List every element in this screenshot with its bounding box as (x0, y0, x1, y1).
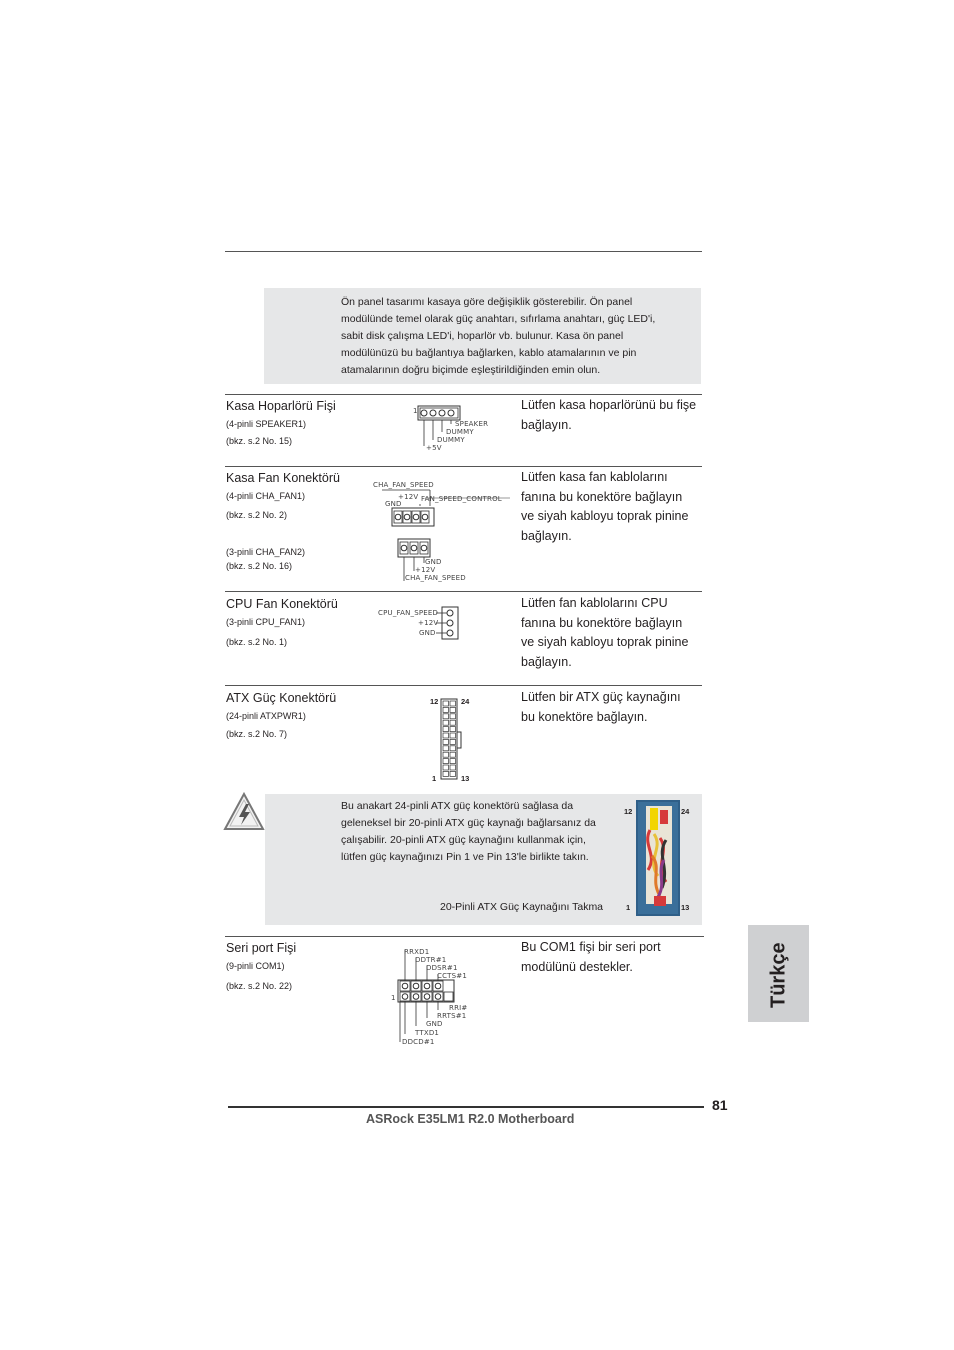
chafan-desc-line: bağlayın. (521, 528, 572, 543)
com-label: RRTS#1 (437, 1012, 467, 1020)
chafan1-label: +12V (398, 493, 419, 501)
atx-pin (450, 752, 456, 757)
cpufan-desc-line: bağlayın. (521, 654, 572, 669)
atx-sub2: (bkz. s.2 No. 7) (226, 729, 288, 739)
chafan-title: Kasa Fan Konektörü (226, 471, 340, 485)
warning-pin-12: 12 (624, 807, 633, 816)
warning-line: çalışabilir. 20-pinli ATX güç kaynağını kullanmak için, (341, 834, 586, 846)
chafan-sub4: (bkz. s.2 No. 16) (226, 561, 293, 571)
speaker-desc-line: Lütfen kasa hoparlörünü bu fişe (521, 398, 697, 412)
atx-pin (443, 733, 449, 738)
header-rule (225, 251, 702, 252)
page-number: 81 (712, 1097, 728, 1113)
cpufan-label: +12V (418, 619, 439, 627)
notice-line: modülünüzü bu bağlantıya bağlarken, kablo atamalarının ve pin (341, 347, 637, 359)
speaker-label: SPEAKER (455, 420, 489, 428)
warning-line: geleneksel bir 20-pinli ATX güç kaynağı bağlarsanız da (341, 817, 596, 829)
warning-icon (224, 792, 266, 832)
atx-pin (450, 707, 456, 712)
chafan-sub1: (4-pinli CHA_FAN1) (226, 491, 306, 501)
speaker-sub2: (bkz. s.2 No. 15) (226, 436, 293, 446)
com-sub1: (9-pinli COM1) (226, 961, 285, 971)
chafan2-label: +12V (415, 566, 436, 574)
atx-pin-13: 13 (461, 774, 470, 783)
com-desc-line: Bu COM1 fişi bir seri port (521, 940, 661, 954)
warning-line: lütfen güç kaynağınızı Pin 1 ve Pin 13'le birlikte takın. (341, 851, 589, 863)
warning-line: Bu anakart 24-pinli ATX güç konektörü sağlasa da (341, 800, 574, 812)
chafan1-label: GND (385, 500, 402, 508)
speaker-desc (521, 396, 696, 435)
atx-desc-line: Lütfen bir ATX güç kaynağını (521, 690, 681, 704)
atx-pin (443, 714, 449, 719)
warning-pin-24: 24 (681, 807, 690, 816)
atx-pin-24: 24 (461, 697, 470, 706)
warning-pin-1: 1 (626, 903, 631, 912)
atx-pin (443, 746, 449, 751)
atx-pin (450, 733, 456, 738)
atx-pin-1: 1 (432, 774, 437, 783)
speaker-desc-line: bağlayın. (521, 417, 572, 432)
com-label: RRXD1 (404, 948, 430, 956)
atx-latch (457, 732, 461, 748)
notice-line: Ön panel tasarımı kasaya göre değişiklik gösterebilir. Ön panel (341, 296, 633, 308)
cpufan-desc-line: ve siyah kabloyu toprak pinine (521, 635, 689, 649)
atx-pin (450, 727, 456, 732)
atx-outline (441, 699, 457, 779)
chafan-desc-line: fanına bu konektöre bağlayın (521, 489, 683, 504)
cpufan-connector-diagram (436, 606, 462, 640)
atx-pin (450, 720, 456, 725)
chafan1-label: CHA_FAN_SPEED (373, 481, 434, 489)
cpufan-sub1: (3-pinli CPU_FAN1) (226, 617, 306, 627)
com-desc-line: modülünü destekler. (521, 959, 633, 974)
language-tab-label: Türkçe (767, 942, 790, 1008)
atx-pin-12: 12 (430, 697, 439, 706)
speaker-label: DUMMY (437, 436, 465, 444)
atx-desc (521, 688, 681, 727)
com-label: TTXD1 (415, 1029, 440, 1037)
com-label: DDCD#1 (402, 1038, 435, 1046)
speaker-label: DUMMY (446, 428, 474, 436)
com-label: CCTS#1 (437, 972, 468, 980)
atx-pin (443, 701, 449, 706)
com-pin1-label: 1 (391, 994, 396, 1002)
com-label: DDSR#1 (426, 964, 458, 972)
section-rule (225, 936, 704, 937)
cpufan-title: CPU Fan Konektörü (226, 597, 338, 611)
section-rule (225, 394, 702, 395)
atx-pin (443, 771, 449, 776)
speaker-label: +5V (426, 444, 442, 452)
com-sub2: (bkz. s.2 No. 22) (226, 981, 293, 991)
footer-title: ASRock E35LM1 R2.0 Motherboard (366, 1112, 575, 1126)
section-rule (225, 591, 702, 592)
section-rule (225, 685, 702, 686)
chafan2-label: CHA_FAN_SPEED (405, 574, 466, 582)
atx-pin (450, 759, 456, 764)
notice-line: atamalarının doğru biçimde eşleştirildiğinden emin olun. (341, 364, 601, 376)
atx-pin (450, 765, 456, 770)
section-rule (225, 466, 702, 467)
speaker-pin1-label: 1 (413, 407, 418, 415)
atx-pin (450, 771, 456, 776)
speaker-sub1: (4-pinli SPEAKER1) (226, 419, 307, 429)
cpufan-label: CPU_FAN_SPEED (378, 609, 439, 617)
cpufan-sub2: (bkz. s.2 No. 1) (226, 637, 288, 647)
atx-desc-line: bu konektöre bağlayın. (521, 709, 648, 724)
warning-text (341, 798, 621, 866)
speaker-title: Kasa Hoparlörü Fişi (226, 399, 336, 413)
com-label: GND (426, 1020, 443, 1028)
atx-pin (443, 739, 449, 744)
atx-20pin-photo (636, 800, 680, 916)
chafan-desc-line: ve siyah kabloyu toprak pinine (521, 509, 689, 523)
com-label: RRI# (449, 1004, 468, 1012)
com-title: Seri port Fişi (226, 941, 297, 955)
notice-text (341, 294, 697, 379)
atx-pin (443, 765, 449, 770)
atx-pin (450, 739, 456, 744)
atx-connector-diagram (440, 698, 464, 780)
cpufan-desc-line: Lütfen fan kablolarını CPU (521, 596, 668, 610)
chafan1-label: FAN_SPEED_CONTROL (421, 495, 502, 503)
atx-sub1: (24-pinli ATXPWR1) (226, 711, 306, 721)
atx-pin (443, 752, 449, 757)
footer-rule (228, 1106, 704, 1108)
notice-line: modülünde temel olarak güç anahtarı, sıfırlama anahtarı, güç LED'i, (341, 313, 656, 325)
chafan-desc-line: Lütfen kasa fan kablolarını (521, 470, 668, 484)
com-label: DDTR#1 (415, 956, 447, 964)
warning-caption: 20-Pinli ATX Güç Kaynağını Takma (440, 901, 604, 913)
atx-pin (450, 746, 456, 751)
atx-pin (450, 701, 456, 706)
chafan2-label: GND (425, 558, 442, 566)
atx-pin (443, 720, 449, 725)
chafan-desc (521, 468, 688, 546)
notice-line: sabit disk çalışma LED'i, hoparlör vb. bulunur. Kasa ön panel (341, 330, 624, 342)
atx-title: ATX Güç Konektörü (226, 691, 337, 705)
com-desc (521, 938, 661, 977)
atx-pin (443, 759, 449, 764)
cpufan-desc-line: fanına bu konektöre bağlayın (521, 615, 683, 630)
warning-pin-13: 13 (681, 903, 690, 912)
atx-pin (443, 707, 449, 712)
atx-pin (443, 727, 449, 732)
chafan-sub3: (3-pinli CHA_FAN2) (226, 547, 306, 557)
cpufan-desc (521, 594, 688, 672)
chafan-sub2: (bkz. s.2 No. 2) (226, 510, 288, 520)
atx-pin (450, 714, 456, 719)
cpufan-label: GND (419, 629, 436, 637)
